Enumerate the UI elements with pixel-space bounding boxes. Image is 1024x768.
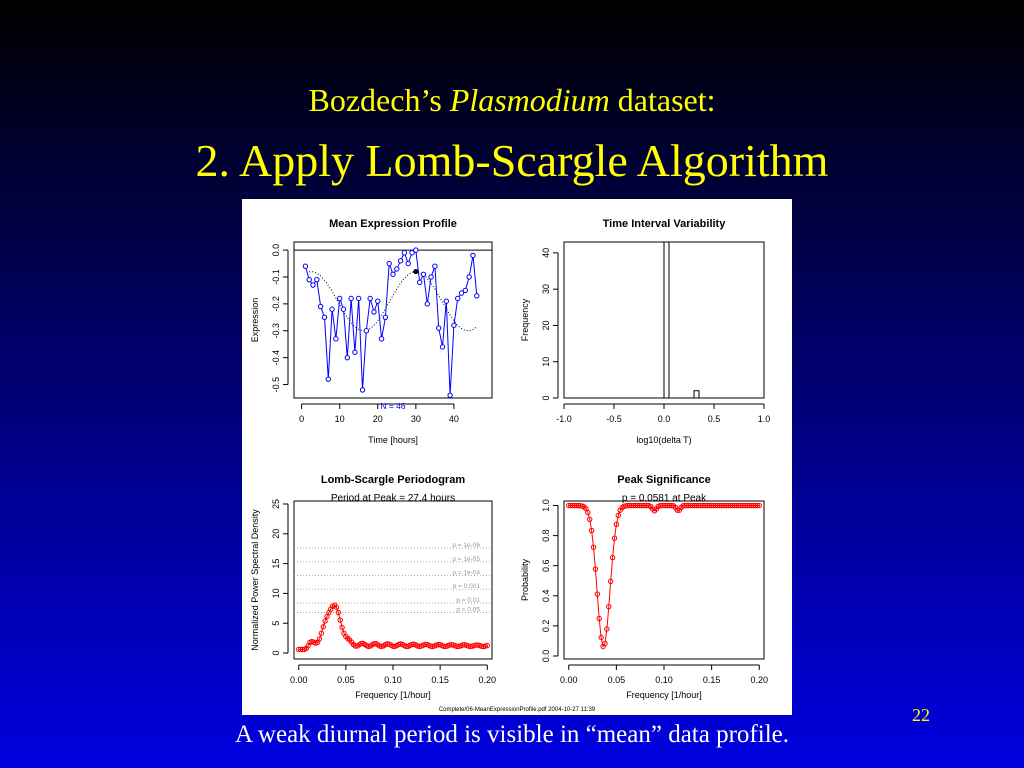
threshold-label: p = 0.05 xyxy=(456,606,480,614)
chart-panel-3 xyxy=(250,474,496,700)
x-axis-label: log10(delta T) xyxy=(636,435,692,445)
plot-frame xyxy=(564,501,764,659)
chart-panel-4 xyxy=(520,474,768,700)
y-axis-label: Frequency xyxy=(520,298,530,342)
expression-point xyxy=(337,296,341,300)
expression-point xyxy=(471,253,475,257)
threshold-label: p = 0.01 xyxy=(456,596,480,604)
chart-panel-2 xyxy=(520,218,770,445)
expression-point xyxy=(334,337,338,341)
chart-title: Mean Expression Profile xyxy=(329,218,457,230)
expression-point xyxy=(364,329,368,333)
x-tick-label: 0.5 xyxy=(707,414,721,424)
y-tick-label: 0.0 xyxy=(541,649,551,663)
y-tick-label: 40 xyxy=(541,247,551,258)
y-tick-label: -0.4 xyxy=(271,349,281,366)
x-tick-label: 30 xyxy=(410,414,421,424)
x-tick-label: 1.0 xyxy=(757,414,771,424)
x-tick-label: 20 xyxy=(372,414,383,424)
expression-point xyxy=(341,307,345,311)
y-tick-label: -0.2 xyxy=(271,296,281,312)
y-tick-label: 10 xyxy=(541,356,551,367)
expression-point xyxy=(452,323,456,327)
expression-point xyxy=(425,302,429,306)
expression-point xyxy=(398,259,402,263)
chart-subtitle: p = 0.0581 at Peak xyxy=(621,493,707,504)
expression-point xyxy=(345,355,349,359)
x-tick-label: 0.15 xyxy=(431,675,449,685)
expression-point xyxy=(311,283,315,287)
y-tick-label: 0.8 xyxy=(541,529,551,542)
slide-subtitle: 2. Apply Lomb-Scargle Algorithm xyxy=(195,135,829,186)
x-tick-label: 0.20 xyxy=(750,675,769,685)
expression-point xyxy=(322,315,326,319)
expression-point xyxy=(376,299,380,303)
x-tick-label: 0.15 xyxy=(702,675,721,685)
expression-point xyxy=(349,296,353,300)
expression-point xyxy=(421,272,425,276)
threshold-label: p = 0.001 xyxy=(452,583,480,591)
x-tick-label: -0.5 xyxy=(606,414,622,424)
expression-point xyxy=(387,261,391,265)
plot-frame xyxy=(294,242,492,398)
plot-frame xyxy=(294,501,492,659)
x-tick-label: 10 xyxy=(334,414,345,424)
y-tick-label: 0 xyxy=(271,650,281,656)
y-tick-label: 0 xyxy=(541,395,551,401)
expression-point xyxy=(414,248,418,252)
y-tick-label: 1.0 xyxy=(541,499,551,512)
expression-point xyxy=(315,277,319,281)
y-tick-label: 30 xyxy=(541,284,551,295)
y-tick-label: 25 xyxy=(271,498,281,509)
expression-point xyxy=(368,296,372,300)
expression-point xyxy=(395,267,399,271)
x-tick-label: 0 xyxy=(299,414,305,424)
x-tick-label: 0.05 xyxy=(337,675,355,685)
marked-point xyxy=(413,269,418,274)
expression-point xyxy=(436,326,440,330)
chart-title: Peak Significance xyxy=(617,474,711,486)
expression-point xyxy=(440,345,444,349)
y-axis-label: Probability xyxy=(520,558,530,602)
expression-point xyxy=(444,299,448,303)
x-tick-label: 0.20 xyxy=(478,675,497,685)
expression-point xyxy=(318,304,322,308)
chart-subtitle: Period at Peak = 27.4 hours xyxy=(330,493,456,504)
x-tick-label: 0.10 xyxy=(655,675,673,685)
expression-point xyxy=(353,350,357,354)
chart-panel-1 xyxy=(250,218,492,445)
y-tick-label: -0.5 xyxy=(271,376,281,393)
expression-point xyxy=(417,280,421,284)
expression-point xyxy=(467,275,471,279)
x-tick-label: 40 xyxy=(448,414,459,424)
significance-line xyxy=(569,506,759,647)
x-tick-label: 0.00 xyxy=(559,675,578,685)
y-tick-label: 20 xyxy=(541,320,551,331)
expression-point xyxy=(360,388,364,392)
expression-point xyxy=(379,337,383,341)
slide-number: 22 xyxy=(912,705,930,725)
expression-point xyxy=(326,377,330,381)
y-tick-label: 15 xyxy=(271,558,281,569)
expression-point xyxy=(433,264,437,268)
slide-title xyxy=(0,82,1024,119)
expression-point xyxy=(391,272,395,276)
title-prefix: Bozdech’s xyxy=(308,82,450,118)
expression-point xyxy=(429,275,433,279)
x-axis-label: Time [hours] xyxy=(368,435,418,445)
figure-panel xyxy=(242,199,792,715)
expression-point xyxy=(307,277,311,281)
chart-title: Time Interval Variability xyxy=(602,218,726,230)
expression-point xyxy=(463,288,467,292)
title-suffix: dataset: xyxy=(609,82,716,118)
histogram-bar xyxy=(664,242,669,398)
y-tick-label: -0.3 xyxy=(271,323,281,339)
threshold-label: p = 1e-04 xyxy=(452,569,480,577)
sample-count-label: N = 46 xyxy=(380,401,406,411)
figure-svg xyxy=(242,199,792,715)
y-tick-label: -0.1 xyxy=(271,269,281,285)
expression-line xyxy=(305,250,476,395)
x-axis-label: Frequency [1/hour] xyxy=(355,690,431,700)
expression-point xyxy=(475,294,479,298)
threshold-label: p = 1e-06 xyxy=(452,542,480,550)
expression-point xyxy=(456,296,460,300)
expression-point xyxy=(303,264,307,268)
x-tick-label: 0.10 xyxy=(384,675,402,685)
x-tick-label: -1.0 xyxy=(556,414,572,424)
y-tick-label: 5 xyxy=(271,620,281,626)
expression-point xyxy=(330,307,334,311)
x-axis-label: Frequency [1/hour] xyxy=(626,690,702,700)
figure-footer: Complete/06-MeanExpressionProfile.pdf 2004-10-27 11:39 xyxy=(438,707,596,713)
title-italic: Plasmodium xyxy=(449,82,610,118)
x-tick-label: 0.05 xyxy=(607,675,626,685)
expression-point xyxy=(402,251,406,255)
y-axis-label: Expression xyxy=(250,297,260,343)
y-tick-label: 0.2 xyxy=(541,619,551,633)
expression-point xyxy=(372,310,376,314)
y-tick-label: 20 xyxy=(271,528,281,539)
expression-point xyxy=(406,261,410,265)
x-tick-label: 0.0 xyxy=(657,414,671,424)
expression-point xyxy=(357,296,361,300)
expression-point xyxy=(383,315,387,319)
y-tick-label: 0.6 xyxy=(541,559,551,572)
slide-caption: A weak diurnal period is visible in “mean” data profile. xyxy=(235,721,789,748)
y-tick-label: 0.0 xyxy=(271,243,281,257)
y-axis-label: Normalized Power Spectral Density xyxy=(250,509,260,651)
y-tick-label: 10 xyxy=(271,588,281,599)
expression-point xyxy=(448,393,452,397)
threshold-label: p = 1e-05 xyxy=(452,555,480,563)
histogram-bar xyxy=(694,391,699,398)
trend-line xyxy=(309,272,477,331)
chart-title: Lomb-Scargle Periodogram xyxy=(320,474,466,486)
x-tick-label: 0.00 xyxy=(289,675,308,685)
y-tick-label: 0.4 xyxy=(541,589,551,603)
